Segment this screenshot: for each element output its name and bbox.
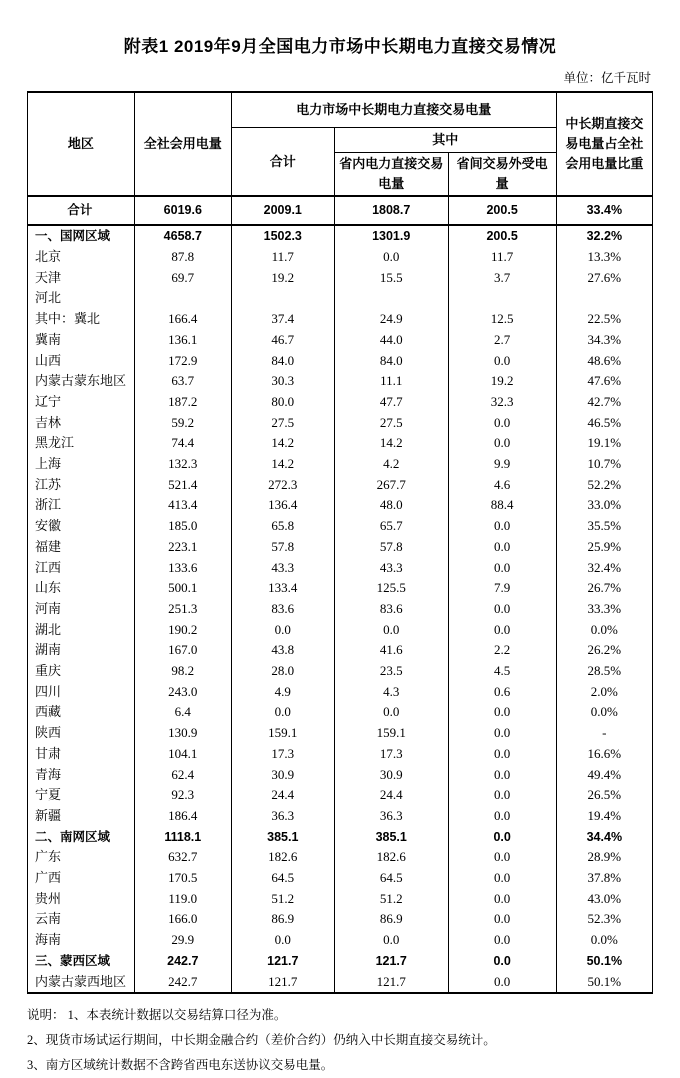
value-cell: 0.0 <box>448 516 556 537</box>
value-cell: 30.9 <box>231 765 334 786</box>
value-cell: 200.5 <box>448 225 556 247</box>
value-cell: 33.3% <box>556 599 652 620</box>
value-cell: 27.6% <box>556 268 652 289</box>
value-cell: 242.7 <box>134 972 231 994</box>
value-cell: 65.8 <box>231 516 334 537</box>
value-cell: 0.0 <box>448 599 556 620</box>
value-cell: 0.0 <box>448 723 556 744</box>
table-row <box>28 930 653 951</box>
value-cell: 0.0 <box>448 351 556 372</box>
value-cell: 48.6% <box>556 351 652 372</box>
value-cell: 51.2 <box>334 889 448 910</box>
table-row <box>28 495 653 516</box>
value-cell: 385.1 <box>231 827 334 848</box>
col-header-inter-provincial: 省间交易外受电量 <box>448 153 556 197</box>
col-header-ratio: 中长期直接交易电量占全社会用电量比重 <box>556 92 652 196</box>
table-row <box>28 433 653 454</box>
value-cell: 3.7 <box>448 268 556 289</box>
col-header-intra-provincial: 省内电力直接交易电量 <box>334 153 448 197</box>
value-cell: 30.3 <box>231 371 334 392</box>
value-cell: 64.5 <box>334 868 448 889</box>
value-cell: 0.0 <box>448 558 556 579</box>
value-cell: 0.0 <box>448 433 556 454</box>
region-cell: 陕西 <box>28 723 135 744</box>
value-cell: 166.4 <box>134 309 231 330</box>
region-cell: 广西 <box>28 868 135 889</box>
value-cell: 47.6% <box>556 371 652 392</box>
value-cell: 125.5 <box>334 578 448 599</box>
col-header-trade-group: 电力市场中长期电力直接交易电量 <box>231 92 556 128</box>
value-cell <box>334 288 448 309</box>
value-cell: 0.0 <box>231 620 334 641</box>
value-cell: 0.0 <box>334 247 448 268</box>
table-row <box>28 682 653 703</box>
value-cell: 251.3 <box>134 599 231 620</box>
value-cell: 88.4 <box>448 495 556 516</box>
value-cell: 17.3 <box>231 744 334 765</box>
region-cell: 辽宁 <box>28 392 135 413</box>
value-cell: 0.0 <box>334 930 448 951</box>
table-row <box>28 288 653 309</box>
value-cell: 98.2 <box>134 661 231 682</box>
region-cell: 西藏 <box>28 702 135 723</box>
value-cell: 0.0 <box>448 827 556 848</box>
value-cell: 32.4% <box>556 558 652 579</box>
value-cell: 133.6 <box>134 558 231 579</box>
value-cell: 46.5% <box>556 413 652 434</box>
value-cell: 24.4 <box>231 785 334 806</box>
region-cell: 青海 <box>28 765 135 786</box>
value-cell: 2.7 <box>448 330 556 351</box>
table-row <box>28 537 653 558</box>
value-cell: 33.4% <box>556 196 652 225</box>
region-cell: 福建 <box>28 537 135 558</box>
value-cell: 32.3 <box>448 392 556 413</box>
value-cell: 385.1 <box>334 827 448 848</box>
value-cell: 223.1 <box>134 537 231 558</box>
value-cell: - <box>556 723 652 744</box>
value-cell: 0.0 <box>448 847 556 868</box>
value-cell: 30.9 <box>334 765 448 786</box>
table-row <box>28 330 653 351</box>
value-cell: 48.0 <box>334 495 448 516</box>
region-cell: 江西 <box>28 558 135 579</box>
value-cell: 2.2 <box>448 640 556 661</box>
value-cell: 57.8 <box>231 537 334 558</box>
value-cell: 52.2% <box>556 475 652 496</box>
region-cell: 天津 <box>28 268 135 289</box>
table-row <box>28 620 653 641</box>
value-cell: 166.0 <box>134 909 231 930</box>
table-row <box>28 889 653 910</box>
footnote-line: 2、现货市场试运行期间，中长期金融合约（差价合约）仍纳入中长期直接交易统计。 <box>27 1033 496 1048</box>
region-cell: 广东 <box>28 847 135 868</box>
value-cell: 172.9 <box>134 351 231 372</box>
value-cell: 130.9 <box>134 723 231 744</box>
value-cell: 0.0 <box>448 620 556 641</box>
table-row <box>28 578 653 599</box>
region-cell: 山西 <box>28 351 135 372</box>
value-cell: 43.3 <box>231 558 334 579</box>
section-total-row <box>28 951 653 972</box>
value-cell: 0.0 <box>448 930 556 951</box>
value-cell: 63.7 <box>134 371 231 392</box>
table-row <box>28 744 653 765</box>
value-cell: 64.5 <box>231 868 334 889</box>
table-body <box>28 196 653 993</box>
value-cell: 0.0 <box>334 702 448 723</box>
region-cell: 云南 <box>28 909 135 930</box>
value-cell: 84.0 <box>334 351 448 372</box>
value-cell: 87.8 <box>134 247 231 268</box>
value-cell: 0.0 <box>334 620 448 641</box>
value-cell: 42.7% <box>556 392 652 413</box>
value-cell: 1808.7 <box>334 196 448 225</box>
value-cell: 29.9 <box>134 930 231 951</box>
col-header-among-which: 其中 <box>334 128 556 153</box>
value-cell: 186.4 <box>134 806 231 827</box>
value-cell: 11.7 <box>448 247 556 268</box>
value-cell: 49.4% <box>556 765 652 786</box>
value-cell: 69.7 <box>134 268 231 289</box>
value-cell: 0.6 <box>448 682 556 703</box>
value-cell: 121.7 <box>334 972 448 994</box>
value-cell: 242.7 <box>134 951 231 972</box>
value-cell: 23.5 <box>334 661 448 682</box>
value-cell: 121.7 <box>334 951 448 972</box>
value-cell: 16.6% <box>556 744 652 765</box>
value-cell: 37.4 <box>231 309 334 330</box>
table-row <box>28 454 653 475</box>
value-cell: 4.6 <box>448 475 556 496</box>
table-row <box>28 309 653 330</box>
region-cell: 其中：冀北 <box>28 309 135 330</box>
value-cell: 0.0 <box>448 702 556 723</box>
value-cell: 86.9 <box>334 909 448 930</box>
table-row <box>28 640 653 661</box>
region-cell: 重庆 <box>28 661 135 682</box>
value-cell: 22.5% <box>556 309 652 330</box>
value-cell: 121.7 <box>231 972 334 994</box>
value-cell: 26.2% <box>556 640 652 661</box>
value-cell: 35.5% <box>556 516 652 537</box>
value-cell: 632.7 <box>134 847 231 868</box>
region-cell: 湖南 <box>28 640 135 661</box>
footnote-line: 3、南方区域统计数据不含跨省西电东送协议交易电量。 <box>27 1058 334 1073</box>
table-row <box>28 868 653 889</box>
value-cell: 51.2 <box>231 889 334 910</box>
value-cell: 19.2 <box>448 371 556 392</box>
value-cell: 44.0 <box>334 330 448 351</box>
value-cell: 4658.7 <box>134 225 231 247</box>
value-cell: 50.1% <box>556 951 652 972</box>
table-row <box>28 392 653 413</box>
table-row <box>28 599 653 620</box>
value-cell: 159.1 <box>334 723 448 744</box>
region-cell: 黑龙江 <box>28 433 135 454</box>
region-cell: 四川 <box>28 682 135 703</box>
value-cell <box>448 288 556 309</box>
value-cell: 2009.1 <box>231 196 334 225</box>
value-cell: 0.0 <box>448 951 556 972</box>
table-row <box>28 351 653 372</box>
value-cell: 0.0 <box>448 744 556 765</box>
value-cell: 28.5% <box>556 661 652 682</box>
value-cell <box>231 288 334 309</box>
value-cell: 182.6 <box>231 847 334 868</box>
region-cell: 一、国网区域 <box>28 225 135 247</box>
value-cell: 62.4 <box>134 765 231 786</box>
value-cell: 121.7 <box>231 951 334 972</box>
value-cell: 80.0 <box>231 392 334 413</box>
value-cell: 185.0 <box>134 516 231 537</box>
region-cell: 江苏 <box>28 475 135 496</box>
value-cell: 4.3 <box>334 682 448 703</box>
value-cell: 34.3% <box>556 330 652 351</box>
value-cell: 1301.9 <box>334 225 448 247</box>
region-cell: 新疆 <box>28 806 135 827</box>
col-header-region: 地区 <box>28 92 135 196</box>
region-cell: 上海 <box>28 454 135 475</box>
table-row <box>28 723 653 744</box>
value-cell: 6019.6 <box>134 196 231 225</box>
value-cell: 32.2% <box>556 225 652 247</box>
section-total-row <box>28 827 653 848</box>
value-cell: 57.8 <box>334 537 448 558</box>
value-cell: 1502.3 <box>231 225 334 247</box>
value-cell: 10.7% <box>556 454 652 475</box>
value-cell: 28.0 <box>231 661 334 682</box>
value-cell: 0.0 <box>448 909 556 930</box>
value-cell: 136.1 <box>134 330 231 351</box>
value-cell: 182.6 <box>334 847 448 868</box>
table-row <box>28 247 653 268</box>
value-cell: 243.0 <box>134 682 231 703</box>
value-cell: 0.0 <box>448 806 556 827</box>
value-cell: 47.7 <box>334 392 448 413</box>
value-cell: 34.4% <box>556 827 652 848</box>
value-cell: 0.0 <box>448 889 556 910</box>
table-row <box>28 702 653 723</box>
value-cell: 33.0% <box>556 495 652 516</box>
table-row <box>28 972 653 994</box>
value-cell: 0.0% <box>556 702 652 723</box>
value-cell: 0.0 <box>231 930 334 951</box>
value-cell: 14.2 <box>334 433 448 454</box>
value-cell: 133.4 <box>231 578 334 599</box>
value-cell: 2.0% <box>556 682 652 703</box>
trading-data-table <box>27 91 653 994</box>
value-cell: 413.4 <box>134 495 231 516</box>
region-cell: 内蒙古蒙西地区 <box>28 972 135 994</box>
value-cell: 9.9 <box>448 454 556 475</box>
region-cell: 三、蒙西区域 <box>28 951 135 972</box>
value-cell: 26.5% <box>556 785 652 806</box>
region-cell: 湖北 <box>28 620 135 641</box>
value-cell: 0.0 <box>448 868 556 889</box>
value-cell <box>556 288 652 309</box>
region-cell: 甘肃 <box>28 744 135 765</box>
value-cell: 0.0% <box>556 620 652 641</box>
col-header-total-consumption: 全社会用电量 <box>134 92 231 196</box>
value-cell: 0.0 <box>448 785 556 806</box>
value-cell: 187.2 <box>134 392 231 413</box>
value-cell: 37.8% <box>556 868 652 889</box>
value-cell: 15.5 <box>334 268 448 289</box>
region-cell: 河南 <box>28 599 135 620</box>
value-cell: 7.9 <box>448 578 556 599</box>
value-cell: 36.3 <box>231 806 334 827</box>
value-cell: 136.4 <box>231 495 334 516</box>
value-cell: 19.4% <box>556 806 652 827</box>
page-title: 附表1 2019年9月全国电力市场中长期电力直接交易情况 <box>123 37 557 56</box>
table-row <box>28 268 653 289</box>
value-cell: 190.2 <box>134 620 231 641</box>
value-cell: 159.1 <box>231 723 334 744</box>
value-cell: 19.2 <box>231 268 334 289</box>
value-cell: 59.2 <box>134 413 231 434</box>
region-cell: 吉林 <box>28 413 135 434</box>
footnotes <box>27 1003 653 1078</box>
table-row <box>28 516 653 537</box>
value-cell: 84.0 <box>231 351 334 372</box>
value-cell: 4.9 <box>231 682 334 703</box>
value-cell: 41.6 <box>334 640 448 661</box>
region-cell: 山东 <box>28 578 135 599</box>
table-row <box>28 413 653 434</box>
value-cell: 0.0 <box>231 702 334 723</box>
value-cell: 13.3% <box>556 247 652 268</box>
value-cell: 167.0 <box>134 640 231 661</box>
value-cell: 28.9% <box>556 847 652 868</box>
value-cell: 12.5 <box>448 309 556 330</box>
region-cell: 安徽 <box>28 516 135 537</box>
value-cell: 36.3 <box>334 806 448 827</box>
value-cell: 11.7 <box>231 247 334 268</box>
value-cell <box>134 288 231 309</box>
value-cell: 24.4 <box>334 785 448 806</box>
table-row <box>28 806 653 827</box>
table-row <box>28 765 653 786</box>
table-row <box>28 475 653 496</box>
value-cell: 43.8 <box>231 640 334 661</box>
value-cell: 0.0 <box>448 765 556 786</box>
value-cell: 11.1 <box>334 371 448 392</box>
value-cell: 83.6 <box>334 599 448 620</box>
value-cell: 0.0% <box>556 930 652 951</box>
value-cell: 86.9 <box>231 909 334 930</box>
value-cell: 0.0 <box>448 413 556 434</box>
value-cell: 6.4 <box>134 702 231 723</box>
unit-label: 单位：亿千瓦时 <box>563 71 651 85</box>
value-cell: 104.1 <box>134 744 231 765</box>
region-cell: 海南 <box>28 930 135 951</box>
table-row <box>28 847 653 868</box>
col-header-subtotal: 合计 <box>231 128 334 197</box>
value-cell: 200.5 <box>448 196 556 225</box>
value-cell: 521.4 <box>134 475 231 496</box>
value-cell: 50.1% <box>556 972 652 994</box>
value-cell: 132.3 <box>134 454 231 475</box>
value-cell: 500.1 <box>134 578 231 599</box>
value-cell: 27.5 <box>231 413 334 434</box>
value-cell: 43.0% <box>556 889 652 910</box>
region-cell: 内蒙古蒙东地区 <box>28 371 135 392</box>
value-cell: 119.0 <box>134 889 231 910</box>
section-total-row <box>28 225 653 247</box>
value-cell: 27.5 <box>334 413 448 434</box>
region-cell: 二、南网区域 <box>28 827 135 848</box>
value-cell: 267.7 <box>334 475 448 496</box>
region-cell: 宁夏 <box>28 785 135 806</box>
value-cell: 4.2 <box>334 454 448 475</box>
region-cell: 河北 <box>28 288 135 309</box>
table-row <box>28 909 653 930</box>
value-cell: 4.5 <box>448 661 556 682</box>
region-cell: 北京 <box>28 247 135 268</box>
value-cell: 25.9% <box>556 537 652 558</box>
table-row <box>28 558 653 579</box>
value-cell: 92.3 <box>134 785 231 806</box>
value-cell: 43.3 <box>334 558 448 579</box>
table-row <box>28 661 653 682</box>
value-cell: 52.3% <box>556 909 652 930</box>
table-row <box>28 371 653 392</box>
value-cell: 74.4 <box>134 433 231 454</box>
region-cell: 贵州 <box>28 889 135 910</box>
value-cell: 24.9 <box>334 309 448 330</box>
value-cell: 83.6 <box>231 599 334 620</box>
region-cell: 冀南 <box>28 330 135 351</box>
value-cell: 65.7 <box>334 516 448 537</box>
footnote-line: 说明： 1、本表统计数据以交易结算口径为准。 <box>27 1008 287 1023</box>
value-cell: 26.7% <box>556 578 652 599</box>
value-cell: 272.3 <box>231 475 334 496</box>
table-header <box>28 92 653 196</box>
section-total-row <box>28 196 653 225</box>
value-cell: 14.2 <box>231 454 334 475</box>
value-cell: 17.3 <box>334 744 448 765</box>
value-cell: 14.2 <box>231 433 334 454</box>
value-cell: 0.0 <box>448 537 556 558</box>
value-cell: 1118.1 <box>134 827 231 848</box>
value-cell: 170.5 <box>134 868 231 889</box>
value-cell: 46.7 <box>231 330 334 351</box>
value-cell: 0.0 <box>448 972 556 994</box>
region-cell: 合计 <box>28 196 135 225</box>
table-row <box>28 785 653 806</box>
value-cell: 19.1% <box>556 433 652 454</box>
region-cell: 浙江 <box>28 495 135 516</box>
